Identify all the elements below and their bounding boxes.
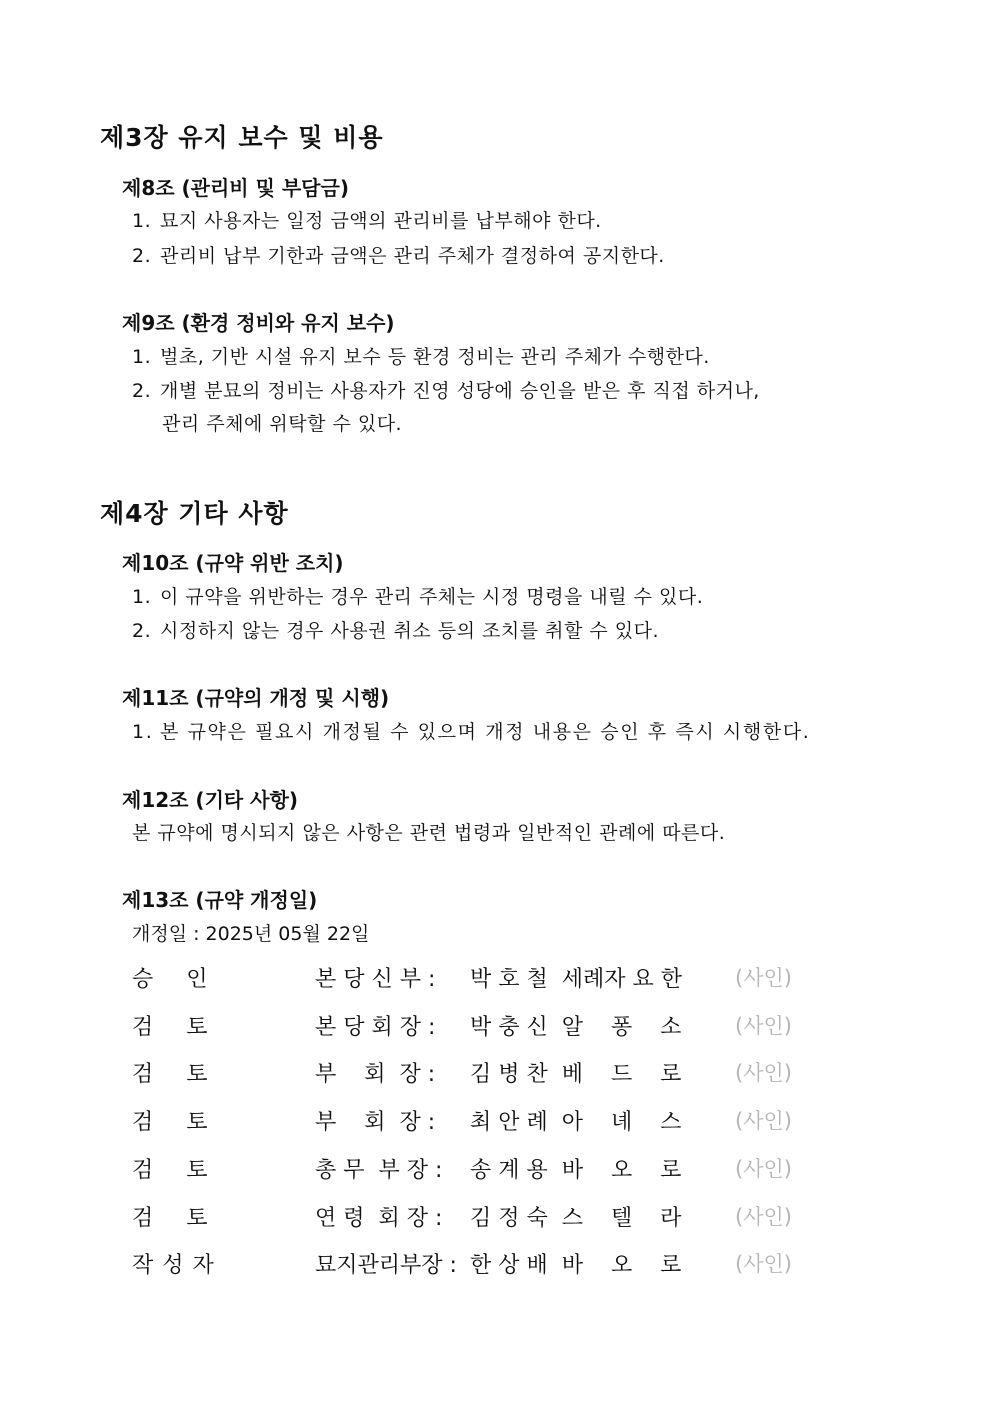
signature-title: 묘지관리부장 : bbox=[315, 1253, 457, 1278]
signature-mark: (사인) bbox=[735, 966, 792, 990]
signature-name: 송 계 용 바 오 로 bbox=[470, 1158, 682, 1183]
item-text: 개별 분묘의 정비는 사용자가 진영 성당에 승인을 받은 후 직접 하거나, bbox=[160, 380, 760, 402]
signature-name: 한 상 배 바 오 로 bbox=[470, 1253, 682, 1278]
article-11-title: 제11조 (규약의 개정 및 시행) bbox=[122, 686, 390, 710]
article-9-item-2-continuation: 관리 주체에 위탁할 수 있다. bbox=[162, 413, 403, 435]
article-12-text: 본 규약에 명시되지 않은 사항은 관련 법령과 일반적인 관례에 따른다. bbox=[132, 822, 726, 844]
signature-name: 박 충 신 알 퐁 소 bbox=[470, 1015, 682, 1040]
signature-title: 부 회 장 : bbox=[315, 1062, 436, 1087]
revision-date: 개정일 : 2025년 05월 22일 bbox=[132, 923, 370, 945]
chapter-4-title: 제4장 기타 사항 bbox=[100, 499, 289, 528]
article-9-item-2 bbox=[132, 376, 760, 403]
signature-title: 부 회 장 : bbox=[315, 1110, 436, 1135]
signature-role: 검 토 bbox=[132, 1110, 209, 1135]
article-13-title: 제13조 (규약 개정일) bbox=[122, 888, 318, 912]
item-number: 1. bbox=[132, 346, 152, 368]
article-10-item-2 bbox=[132, 616, 659, 643]
article-10-item-1 bbox=[132, 582, 703, 609]
item-number: 2. bbox=[132, 245, 152, 267]
item-text: 이 규약을 위반하는 경우 관리 주체는 시정 명령을 내릴 수 있다. bbox=[160, 586, 704, 608]
signature-mark: (사인) bbox=[735, 1061, 792, 1085]
item-number: 2. bbox=[132, 620, 152, 642]
article-10-title: 제10조 (규약 위반 조치) bbox=[122, 551, 344, 575]
signature-role: 검 토 bbox=[132, 1015, 209, 1040]
signature-name: 김 정 숙 스 텔 라 bbox=[470, 1206, 682, 1231]
item-text: 시정하지 않는 경우 사용권 취소 등의 조치를 취할 수 있다. bbox=[160, 620, 660, 642]
signature-title: 총 무 부 장 : bbox=[315, 1158, 443, 1183]
signature-mark: (사인) bbox=[735, 1205, 792, 1229]
signature-name: 최 안 례 아 녜 스 bbox=[470, 1110, 682, 1135]
article-8-item-1 bbox=[132, 206, 602, 233]
signature-name: 김 병 찬 베 드 로 bbox=[470, 1062, 682, 1087]
signature-role: 검 토 bbox=[132, 1062, 209, 1087]
signature-title: 본 당 신 부 : bbox=[315, 967, 436, 992]
signature-role: 검 토 bbox=[132, 1158, 209, 1183]
item-text: 본 규약은 필요시 개정될 수 있으며 개정 내용은 승인 후 즉시 시행한다. bbox=[160, 721, 811, 743]
signature-role: 작 성 자 bbox=[132, 1253, 215, 1278]
signature-mark: (사인) bbox=[735, 1252, 792, 1276]
article-8-title: 제8조 (관리비 및 부담금) bbox=[122, 176, 349, 200]
signature-role: 검 토 bbox=[132, 1206, 209, 1231]
item-text: 관리비 납부 기한과 금액은 관리 주체가 결정하여 공지한다. bbox=[160, 245, 665, 267]
article-9-title: 제9조 (환경 정비와 유지 보수) bbox=[122, 311, 395, 335]
item-number: 1. bbox=[132, 586, 152, 608]
item-text: 벌초, 기반 시설 유지 보수 등 환경 정비는 관리 주체가 수행한다. bbox=[160, 346, 710, 368]
item-text: 묘지 사용자는 일정 금액의 관리비를 납부해야 한다. bbox=[160, 210, 602, 232]
article-12-title: 제12조 (기타 사항) bbox=[122, 788, 298, 812]
signature-name: 박 호 철 세례자 요 한 bbox=[470, 967, 682, 992]
article-11-item-1 bbox=[132, 717, 810, 744]
article-8-item-2 bbox=[132, 241, 665, 268]
signature-role: 승 인 bbox=[132, 967, 209, 992]
signature-mark: (사인) bbox=[735, 1014, 792, 1038]
signature-mark: (사인) bbox=[735, 1157, 792, 1181]
item-number: 1. bbox=[132, 210, 152, 232]
chapter-3-title: 제3장 유지 보수 및 비용 bbox=[100, 123, 384, 152]
signature-mark: (사인) bbox=[735, 1109, 792, 1133]
article-9-item-1 bbox=[132, 342, 710, 369]
signature-title: 본 당 회 장 : bbox=[315, 1015, 436, 1040]
signature-title: 연 령 회 장 : bbox=[315, 1206, 443, 1231]
item-number: 1. bbox=[132, 721, 154, 743]
item-number: 2. bbox=[132, 380, 152, 402]
